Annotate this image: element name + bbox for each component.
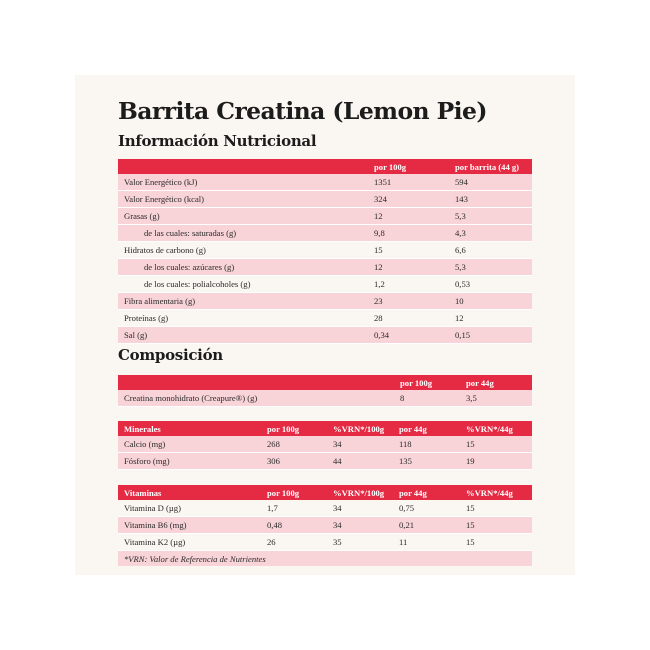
- header-per-100g: por 100g: [394, 375, 460, 390]
- row-label: de las cuales: saturadas (g): [118, 225, 368, 242]
- row-value: 268: [261, 436, 327, 453]
- row-value: 19: [460, 453, 532, 470]
- row-value-bar: 12: [449, 310, 532, 327]
- table-row: [118, 534, 532, 551]
- row-value-100g: 1351: [368, 174, 449, 191]
- row-value-bar: 4,3: [449, 225, 532, 242]
- row-value: 11: [393, 534, 460, 551]
- nutrition-table: [118, 159, 532, 344]
- table-row: [118, 191, 532, 208]
- row-value: 0,21: [393, 517, 460, 534]
- row-value: 34: [327, 500, 393, 517]
- table-row: [118, 208, 532, 225]
- minerals-table: [118, 421, 532, 470]
- row-label: Proteínas (g): [118, 310, 368, 327]
- row-label: Creatina monohidrato (Creapure®) (g): [118, 390, 394, 407]
- row-value: 15: [460, 517, 532, 534]
- table-row: [118, 293, 532, 310]
- row-label: Vitamina D (µg): [118, 500, 261, 517]
- row-value-bar: 5,3: [449, 259, 532, 276]
- row-value: 135: [393, 453, 460, 470]
- header-vrn-100g: %VRN*/100g: [327, 485, 393, 500]
- header-vrn-100g: %VRN*/100g: [327, 421, 393, 436]
- nutrition-header-row: [118, 159, 532, 174]
- row-value-100g: 12: [368, 259, 449, 276]
- vrn-footnote: *VRN: Valor de Referencia de Nutrientes: [118, 551, 532, 566]
- row-label: Vitamina K2 (µg): [118, 534, 261, 551]
- table-row: [118, 310, 532, 327]
- row-value-100g: 324: [368, 191, 449, 208]
- header-per-100g: por 100g: [261, 485, 327, 500]
- row-value: 0,48: [261, 517, 327, 534]
- row-value: 26: [261, 534, 327, 551]
- row-value: 306: [261, 453, 327, 470]
- row-value-100g: 9,8: [368, 225, 449, 242]
- table-row: [118, 390, 532, 407]
- vitamins-header-row: [118, 485, 532, 500]
- row-label: Vitamina B6 (mg): [118, 517, 261, 534]
- row-value: 15: [460, 500, 532, 517]
- vitamins-table: [118, 485, 532, 566]
- row-value-bar: 6,6: [449, 242, 532, 259]
- composition-table: [118, 375, 532, 407]
- row-label: Fibra alimentaria (g): [118, 293, 368, 310]
- header-label-cell: [118, 159, 368, 174]
- table-row: [118, 225, 532, 242]
- header-vitamins: Vitaminas: [118, 485, 261, 500]
- row-label: Valor Energético (kJ): [118, 174, 368, 191]
- row-label: Grasas (g): [118, 208, 368, 225]
- row-value-100g: 15: [368, 242, 449, 259]
- table-row: [118, 242, 532, 259]
- table-row: [118, 436, 532, 453]
- row-label: Calcio (mg): [118, 436, 261, 453]
- header-label-cell: [118, 375, 394, 390]
- table-row: [118, 259, 532, 276]
- table-row: [118, 517, 532, 534]
- nutrition-heading: Información Nutricional: [118, 132, 317, 150]
- row-label: de los cuales: polialcoholes (g): [118, 276, 368, 293]
- row-value-bar: 594: [449, 174, 532, 191]
- row-value: 44: [327, 453, 393, 470]
- minerals-header-row: [118, 421, 532, 436]
- row-value: 34: [327, 517, 393, 534]
- header-minerals: Minerales: [118, 421, 261, 436]
- table-row: [118, 453, 532, 470]
- row-value-100g: 28: [368, 310, 449, 327]
- row-value-100g: 0,34: [368, 327, 449, 344]
- header-per-44g: por 44g: [393, 421, 460, 436]
- row-value-bar: 0,15: [449, 327, 532, 344]
- row-label: Valor Energético (kcal): [118, 191, 368, 208]
- table-row: [118, 276, 532, 293]
- nutrition-card: [75, 75, 575, 575]
- row-value-bar: 0,53: [449, 276, 532, 293]
- header-per-44g: por 44g: [460, 375, 532, 390]
- product-title: Barrita Creatina (Lemon Pie): [118, 97, 487, 125]
- header-vrn-44g: %VRN*/44g: [460, 485, 532, 500]
- row-value: 15: [460, 436, 532, 453]
- row-value: 0,75: [393, 500, 460, 517]
- table-row: [118, 500, 532, 517]
- row-value-100g: 8: [394, 390, 460, 407]
- row-label: Fósforo (mg): [118, 453, 261, 470]
- row-label: Hidratos de carbono (g): [118, 242, 368, 259]
- row-value-100g: 23: [368, 293, 449, 310]
- row-label: de los cuales: azúcares (g): [118, 259, 368, 276]
- row-label: Sal (g): [118, 327, 368, 344]
- header-per-44g: por 44g: [393, 485, 460, 500]
- row-value-100g: 1,2: [368, 276, 449, 293]
- header-per-100g: por 100g: [368, 159, 449, 174]
- composition-heading: Composición: [118, 346, 223, 364]
- row-value: 118: [393, 436, 460, 453]
- row-value: 35: [327, 534, 393, 551]
- row-value-bar: 143: [449, 191, 532, 208]
- table-row: [118, 174, 532, 191]
- table-row: [118, 327, 532, 344]
- header-per-100g: por 100g: [261, 421, 327, 436]
- header-per-bar: por barrita (44 g): [449, 159, 532, 174]
- row-value-bar: 10: [449, 293, 532, 310]
- header-vrn-44g: %VRN*/44g: [460, 421, 532, 436]
- composition-header-row: [118, 375, 532, 390]
- row-value-bar: 5,3: [449, 208, 532, 225]
- footnote-row: [118, 551, 532, 566]
- row-value-44g: 3,5: [460, 390, 532, 407]
- row-value: 34: [327, 436, 393, 453]
- row-value: 1,7: [261, 500, 327, 517]
- row-value: 15: [460, 534, 532, 551]
- row-value-100g: 12: [368, 208, 449, 225]
